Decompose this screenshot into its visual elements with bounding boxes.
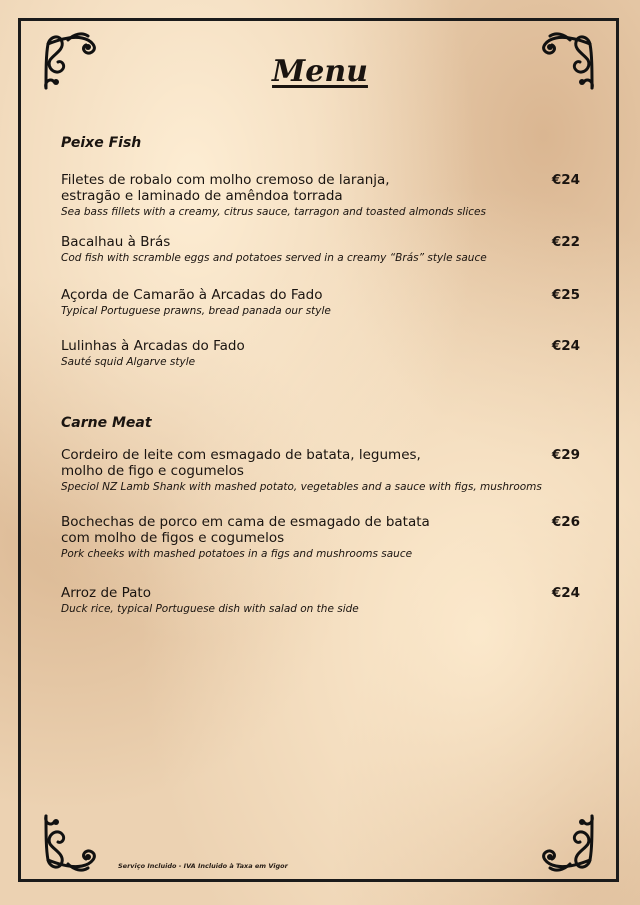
item-name: Lulinhas à Arcadas do Fado	[61, 338, 245, 354]
menu-item	[61, 338, 581, 369]
item-description: Sauté squid Algarve style	[61, 356, 196, 368]
item-price: €29	[551, 447, 580, 463]
footer-note: Serviço Incluido - IVA Incluido à Taxa em Vigor	[118, 862, 288, 870]
item-description: Sea bass fillets with a creamy, citrus sauce, tarragon and toasted almonds slices	[61, 206, 486, 218]
item-name: Arroz de Pato	[61, 585, 151, 601]
menu-item	[61, 234, 581, 265]
treble-clef-scroll-icon	[38, 808, 104, 874]
item-name: Açorda de Camarão à Arcadas do Fado	[61, 287, 323, 303]
item-name: Bacalhau à Brás	[61, 234, 171, 250]
item-description: Typical Portuguese prawns, bread panada our style	[61, 305, 331, 317]
item-price: €25	[551, 287, 580, 303]
menu-item	[61, 585, 581, 616]
section-title-meat: Carne Meat	[61, 415, 152, 431]
menu-title: Menu	[272, 54, 368, 89]
menu-item	[61, 514, 581, 561]
item-description: Pork cheeks with mashed potatoes in a figs and mushrooms sauce	[61, 548, 413, 560]
menu-item	[61, 447, 581, 494]
item-description: Cod fish with scramble eggs and potatoes served in a creamy “Brás” style sauce	[61, 252, 487, 264]
item-name: Bochechas de porco em cama de esmagado de batata com molho de figos e cogumelos	[61, 514, 430, 546]
item-name: Cordeiro de leite com esmagado de batata, legumes, molho de figo e cogumelos	[61, 447, 421, 479]
treble-clef-scroll-icon	[534, 808, 600, 874]
item-description: Duck rice, typical Portuguese dish with salad on the side	[61, 603, 359, 615]
item-price: €26	[551, 514, 580, 530]
item-price: €24	[551, 172, 580, 188]
item-description: Speciol NZ Lamb Shank with mashed potato, vegetables and a sauce with figs, mushrooms	[61, 481, 542, 493]
item-price: €24	[551, 585, 580, 601]
item-name: Filetes de robalo com molho cremoso de laranja, estragão e laminado de amêndoa torrada	[61, 172, 390, 204]
section-title-fish: Peixe Fish	[61, 135, 142, 151]
menu-item	[61, 287, 581, 318]
item-price: €22	[551, 234, 580, 250]
item-price: €24	[551, 338, 580, 354]
menu-item	[61, 172, 581, 219]
